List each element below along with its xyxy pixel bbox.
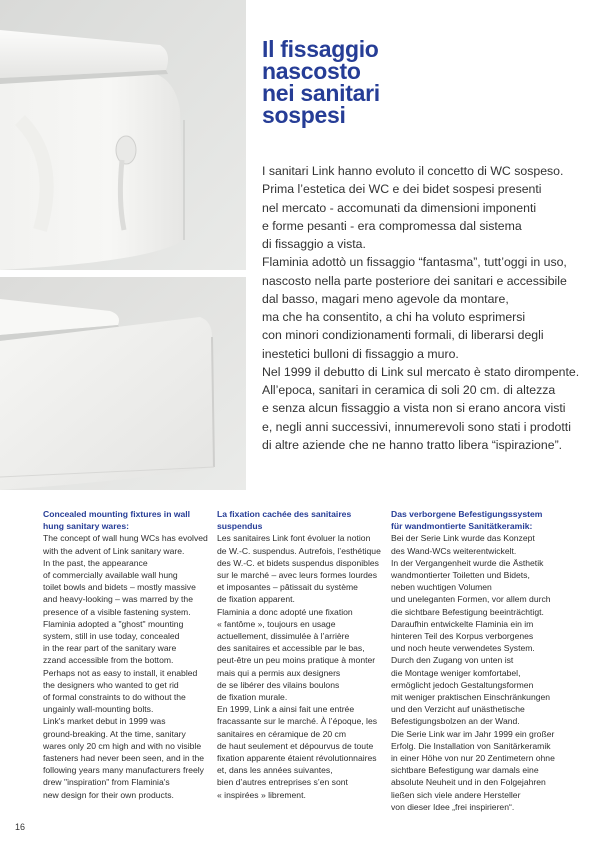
text-line: de fixation murale.	[217, 692, 288, 703]
german-column-title: Das verborgene Befestigungssystem	[391, 509, 543, 519]
title-line: nascosto	[262, 58, 361, 84]
text-line: wares only 20 cm high and with no visible	[43, 740, 202, 751]
text-line: absolute Neuheit und in den Folgejahren	[391, 777, 546, 788]
text-line: bien d’autres entreprises s’en sont	[217, 777, 348, 788]
text-line: fracassante sur le marché. À l’époque, les	[217, 716, 378, 727]
text-line: following years many manufacturers freely	[43, 765, 204, 776]
text-line: e, negli anni successivi, innumerevoli sono stati i prodotti	[262, 419, 571, 434]
text-line: Bei der Serie Link wurde das Konzept	[391, 533, 535, 544]
text-line: de haut seulement et dépourvus de toute	[217, 740, 374, 751]
title-line: nei sanitari	[262, 80, 380, 106]
wc-side-illustration	[0, 277, 246, 490]
text-line: Erfolg. Die Installation von Sanitärkeramik	[391, 740, 551, 751]
text-line: und uneleganten Formen, vor allem durch	[391, 594, 551, 605]
text-line: and heavy-looking – was marred by the	[43, 594, 193, 605]
page-number: 16	[15, 822, 26, 832]
text-line: di fissaggio a vista.	[262, 237, 366, 251]
main-italian-text	[262, 162, 580, 454]
text-line: und noch heute verwendetes System.	[391, 643, 535, 654]
text-line: e senza alcun fissaggio a vista non si erano ancora visti	[262, 401, 566, 416]
text-line: « inspirées » librement.	[217, 789, 306, 800]
french-column-title: suspendus	[217, 521, 263, 532]
text-line: die sichtbare Befestigung beeinträchtigt.	[391, 606, 544, 617]
text-line: Les sanitaires Link font évoluer la notion	[217, 533, 371, 544]
text-line: und den Verzicht auf unästhetische	[391, 704, 525, 715]
text-line: presence of a visible fastening system.	[43, 606, 191, 617]
text-line: Perhaps not as easy to install, it enabled	[43, 667, 198, 678]
page-title	[262, 38, 462, 126]
text-line: Nel 1999 il debutto di Link sul mercato è stato dirompente.	[262, 364, 580, 379]
text-line: of formal constraints to do without the	[43, 692, 186, 703]
english-column	[43, 508, 211, 801]
text-line: de se libérer des vilains boulons	[217, 679, 340, 690]
text-line: The concept of wall hung WCs has evolved	[43, 533, 208, 544]
text-line: actuellement, dissimulée à l’arrière	[217, 631, 350, 642]
text-line: e forme pesanti - era compromessa dal sistema	[262, 218, 522, 233]
text-line: nel mercato - accomunati da dimensioni imponenti	[262, 200, 537, 215]
text-line: toilet bowls and bidets – mostly massive	[43, 582, 196, 593]
text-line: die Montage weniger komfortabel,	[391, 667, 521, 678]
german-column-title: für wandmontierte Sanitätkeramik:	[391, 521, 533, 532]
text-line: Prima l’estetica dei WC e dei bidet sospesi presenti	[262, 182, 542, 197]
text-line: Befestigungsbolzen an der Wand.	[391, 716, 520, 727]
text-line: des Wand-WCs weiterentwickelt.	[391, 545, 517, 556]
text-line: des W.-C. et bidets suspendus disponibles	[217, 557, 379, 568]
text-line: ermöglicht jedoch Gestaltungsformen	[391, 679, 534, 690]
text-line: peut-être un peu moins pratique à monter	[217, 655, 376, 666]
english-column-title: hung sanitary wares:	[43, 521, 129, 532]
text-line: mais qui a permis aux designers	[217, 667, 341, 678]
text-line: de W.-C. suspendus. Autrefois, l’esthétique	[217, 545, 381, 556]
text-line: et imposantes – pâtissait du système	[217, 582, 358, 593]
text-line: des sanitaires et accessible par le bas,	[217, 643, 365, 654]
english-column-title: Concealed mounting fixtures in wall	[43, 509, 191, 519]
text-line: In the past, the appearance	[43, 557, 148, 568]
title-line: Il fissaggio	[262, 36, 379, 62]
text-line: ungainly wall-mounting bolts.	[43, 704, 154, 715]
text-line: All’epoca, sanitari in ceramica di soli 20 cm. di altezza	[262, 383, 556, 397]
text-line: et, dans les années suivantes,	[217, 765, 333, 776]
text-line: Link's market debut in 1999 was	[43, 716, 166, 727]
text-line: hinteren Teil des Korpus verborgenes	[391, 631, 534, 642]
text-line: Daraufhin entwickelte Flaminia ein im	[391, 618, 534, 629]
text-line: the designers who wanted to get rid	[43, 679, 179, 690]
text-line: of commercially available wall hung	[43, 570, 178, 581]
text-line: sur le marché – avec leurs formes lourdes	[217, 570, 378, 581]
text-line: neben wuchtigen Volumen	[391, 582, 492, 593]
text-line: von dieser Idee „frei inspirieren“.	[391, 801, 515, 812]
text-line: Durch den Zugang von unten ist	[391, 655, 514, 666]
text-line: En 1999, Link a ainsi fait une entrée	[217, 704, 355, 715]
text-line: in einer Höhe von nur 20 Zentimetern ohne	[391, 753, 555, 764]
text-line: fixation apparente étaient révolutionnaires	[217, 753, 377, 764]
french-column	[217, 508, 385, 801]
text-line: drew "inspiration" from Flaminia's	[43, 777, 170, 788]
text-line: con minori condizionamenti formali, di liberarsi degli	[262, 328, 544, 343]
german-column	[391, 508, 559, 813]
text-line: Flaminia adottò un fissaggio “fantasma”, tutt’oggi in uso,	[262, 255, 567, 270]
text-line: ground-breaking. At the time, sanitary	[43, 728, 186, 739]
text-line: In der Vergangenheit wurde die Ästhetik	[391, 557, 544, 568]
photo-wc-detail-bottom	[0, 277, 246, 490]
text-line: in the rear part of the sanitary ware	[43, 643, 177, 654]
text-line: Die Serie Link war im Jahr 1999 ein großer	[391, 728, 555, 739]
text-line: system, still in use today, concealed	[43, 631, 180, 642]
text-line: new design for their own products.	[43, 789, 174, 800]
text-line: fasteners had never been seen, and in the	[43, 753, 205, 764]
text-line: I sanitari Link hanno evoluto il concetto di WC sospeso.	[262, 164, 564, 178]
text-line: « fantôme », toujours en usage	[217, 618, 336, 629]
text-line: ließen sich viele andere Hersteller	[391, 789, 521, 800]
text-line: Flaminia adopted a "ghost" mounting	[43, 618, 184, 629]
title-line: sospesi	[262, 102, 346, 128]
text-line: inestetici bulloni di fissaggio a muro.	[262, 346, 459, 361]
text-line: sanitaires en céramique de 20 cm	[217, 728, 346, 739]
text-line: Flaminia a donc adopté une fixation	[217, 606, 353, 617]
text-line: sichtbare Befestigung war damals eine	[391, 765, 539, 776]
photo-wc-detail-top	[0, 0, 246, 270]
text-line: dal basso, magari meno agevole da montare,	[262, 291, 509, 306]
text-line: with the advent of Link sanitary ware.	[43, 545, 185, 556]
text-line: di altre aziende che ne hanno tratto libera “ispirazione”.	[262, 437, 563, 452]
french-column-title: La fixation cachée des sanitaires	[217, 509, 352, 519]
text-line: de fixation apparent.	[217, 594, 295, 605]
wc-hidden-fixing-illustration	[0, 0, 246, 270]
text-line: wandmontierter Toiletten und Bidets,	[391, 570, 530, 581]
text-line: mit weniger praktischen Einschränkungen	[391, 692, 551, 703]
text-line: zzand accessible from the bottom.	[43, 655, 174, 666]
text-line: nascosto nella parte posteriore dei sanitari e accessibile	[262, 273, 567, 288]
text-line: ma che ha consentito, a chi ha voluto esprimersi	[262, 310, 526, 324]
